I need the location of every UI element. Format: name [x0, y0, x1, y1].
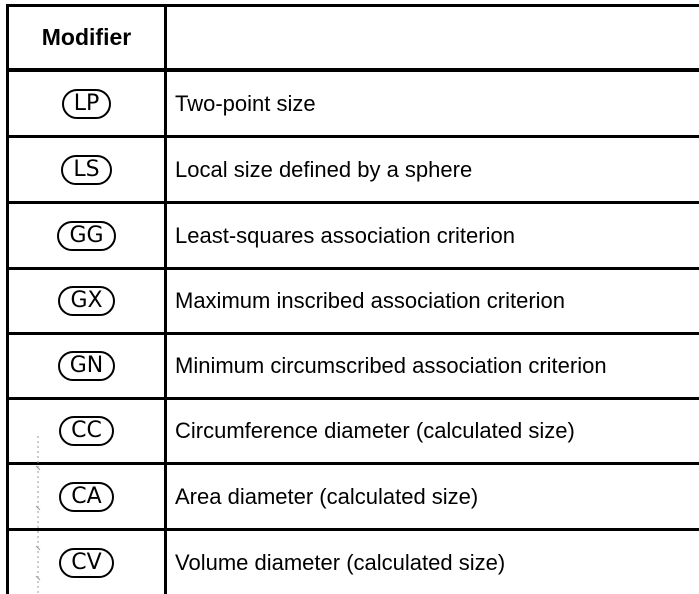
description-cell: Circumference diameter (calculated size) — [175, 418, 575, 443]
modifier-cell — [9, 138, 164, 201]
change-bar-mark — [33, 436, 43, 594]
column-header-modifier: Modifier — [41, 24, 132, 50]
modifier-symbol: CV — [59, 548, 113, 578]
table-row — [9, 270, 699, 332]
table-row — [9, 335, 699, 397]
description-cell: Volume diameter (calculated size) — [175, 549, 506, 575]
modifier-cell — [9, 204, 164, 267]
modifier-symbol: LP — [62, 89, 112, 119]
description-cell: Area diameter (calculated size) — [175, 483, 479, 509]
description-cell: Maximum inscribed association criterion — [175, 288, 566, 313]
modifier-symbol: GG — [57, 221, 115, 251]
modifier-cell — [9, 335, 164, 397]
modifier-symbol: LS — [61, 155, 111, 185]
modifier-symbol: GN — [58, 351, 116, 381]
table-row — [9, 400, 699, 462]
modifier-symbol: GX — [58, 286, 114, 316]
description-cell: Local size defined by a sphere — [175, 156, 473, 182]
description-cell: Two-point size — [175, 90, 316, 116]
description-cell: Least-squares association criterion — [175, 222, 515, 248]
modifier-cell — [9, 72, 164, 135]
table-row — [9, 465, 699, 528]
table-row — [9, 531, 699, 594]
modifier-symbol: CA — [59, 482, 113, 512]
modifier-cell — [9, 270, 164, 332]
table-row — [9, 72, 699, 135]
modifier-symbol: CC — [59, 416, 114, 446]
table-row — [9, 138, 699, 201]
description-cell: Minimum circumscribed association criterion — [175, 353, 607, 378]
table-row — [9, 204, 699, 267]
